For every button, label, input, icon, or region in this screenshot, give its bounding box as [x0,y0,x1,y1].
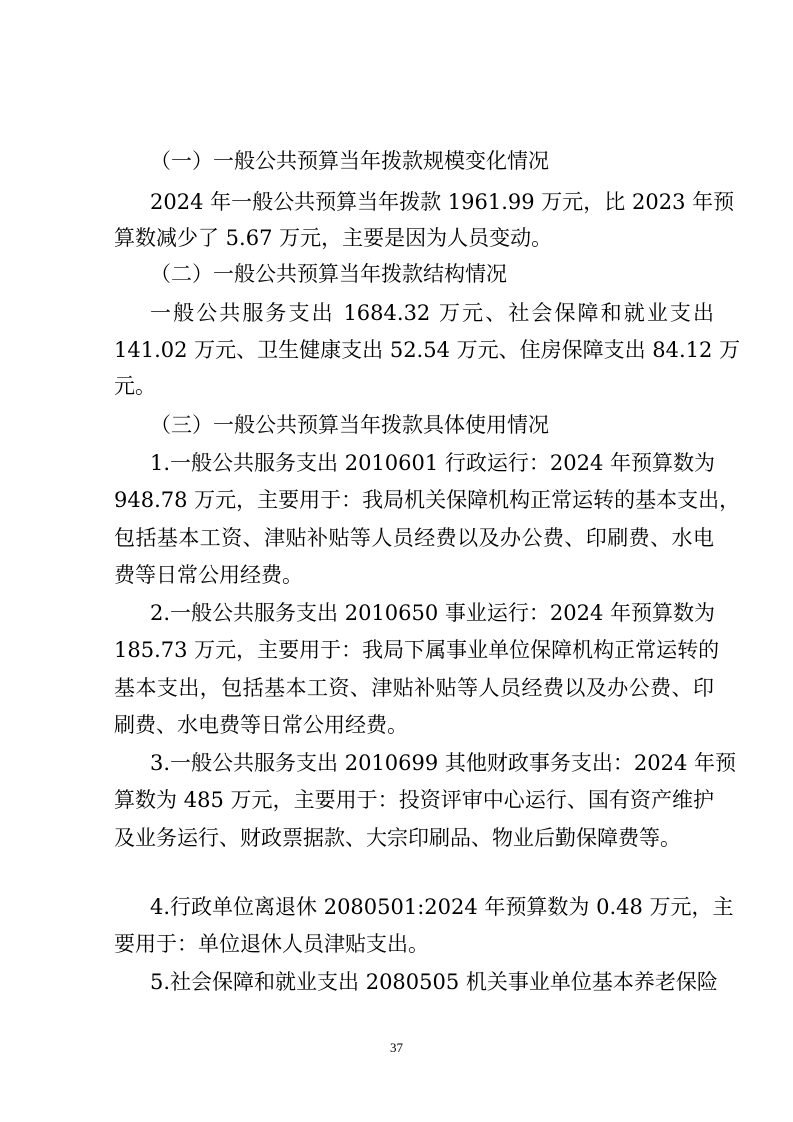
paragraph-line: 要用于：单位退休人员津贴支出。 [114,932,429,956]
paragraph-line: 包括基本工资、津贴补贴等人员经费以及办公费、印刷费、水电 [114,526,714,550]
paragraph-line: 基本支出，包括基本工资、津贴补贴等人员经费以及办公费、印 [114,676,714,700]
paragraph-line: 1.一般公共服务支出 2010601 行政运行：2024 年预算数为 [150,451,716,475]
paragraph-line: 元。 [114,374,156,398]
section-heading-1: （一）一般公共预算当年拨款规模变化情况 [150,149,549,173]
paragraph-line: 2.一般公共服务支出 2010650 事业运行：2024 年预算数为 [150,601,716,625]
paragraph-line: 2024 年一般公共预算当年拨款 1961.99 万元，比 2023 年预 [150,190,735,214]
paragraph-line: 141.02 万元、卫生健康支出 52.54 万元、住房保障支出 84.12 万 [114,338,741,362]
paragraph-line: 948.78 万元，主要用于：我局机关保障机构正常运转的基本支出， [114,488,741,512]
paragraph-line: 及业务运行、财政票据款、大宗印刷品、物业后勤保障费等。 [114,826,681,850]
paragraph-line: 185.73 万元，主要用于：我局下属事业单位保障机构正常运转的 [114,638,720,662]
paragraph-line: 3.一般公共服务支出 2010699 其他财政事务支出：2024 年预 [150,751,737,775]
paragraph-line: 4.行政单位离退休 2080501:2024 年预算数为 0.48 万元，主 [150,895,734,919]
page-number: 37 [390,1040,403,1055]
section-heading-3: （三）一般公共预算当年拨款具体使用情况 [150,413,549,437]
section-heading-2: （二）一般公共预算当年拨款结构情况 [150,262,507,286]
paragraph-line: 费等日常公用经费。 [114,563,303,587]
paragraph-line: 一般公共服务支出 1684.32 万元、社会保障和就业支出 [150,301,714,325]
paragraph-line: 算数减少了 5.67 万元，主要是因为人员变动。 [114,226,553,250]
paragraph-line: 算数为 485 万元，主要用于：投资评审中心运行、国有资产维护 [114,788,714,812]
paragraph-line: 5.社会保障和就业支出 2080505 机关事业单位基本养老保险 [150,970,718,994]
paragraph-line: 刷费、水电费等日常公用经费。 [114,713,408,737]
